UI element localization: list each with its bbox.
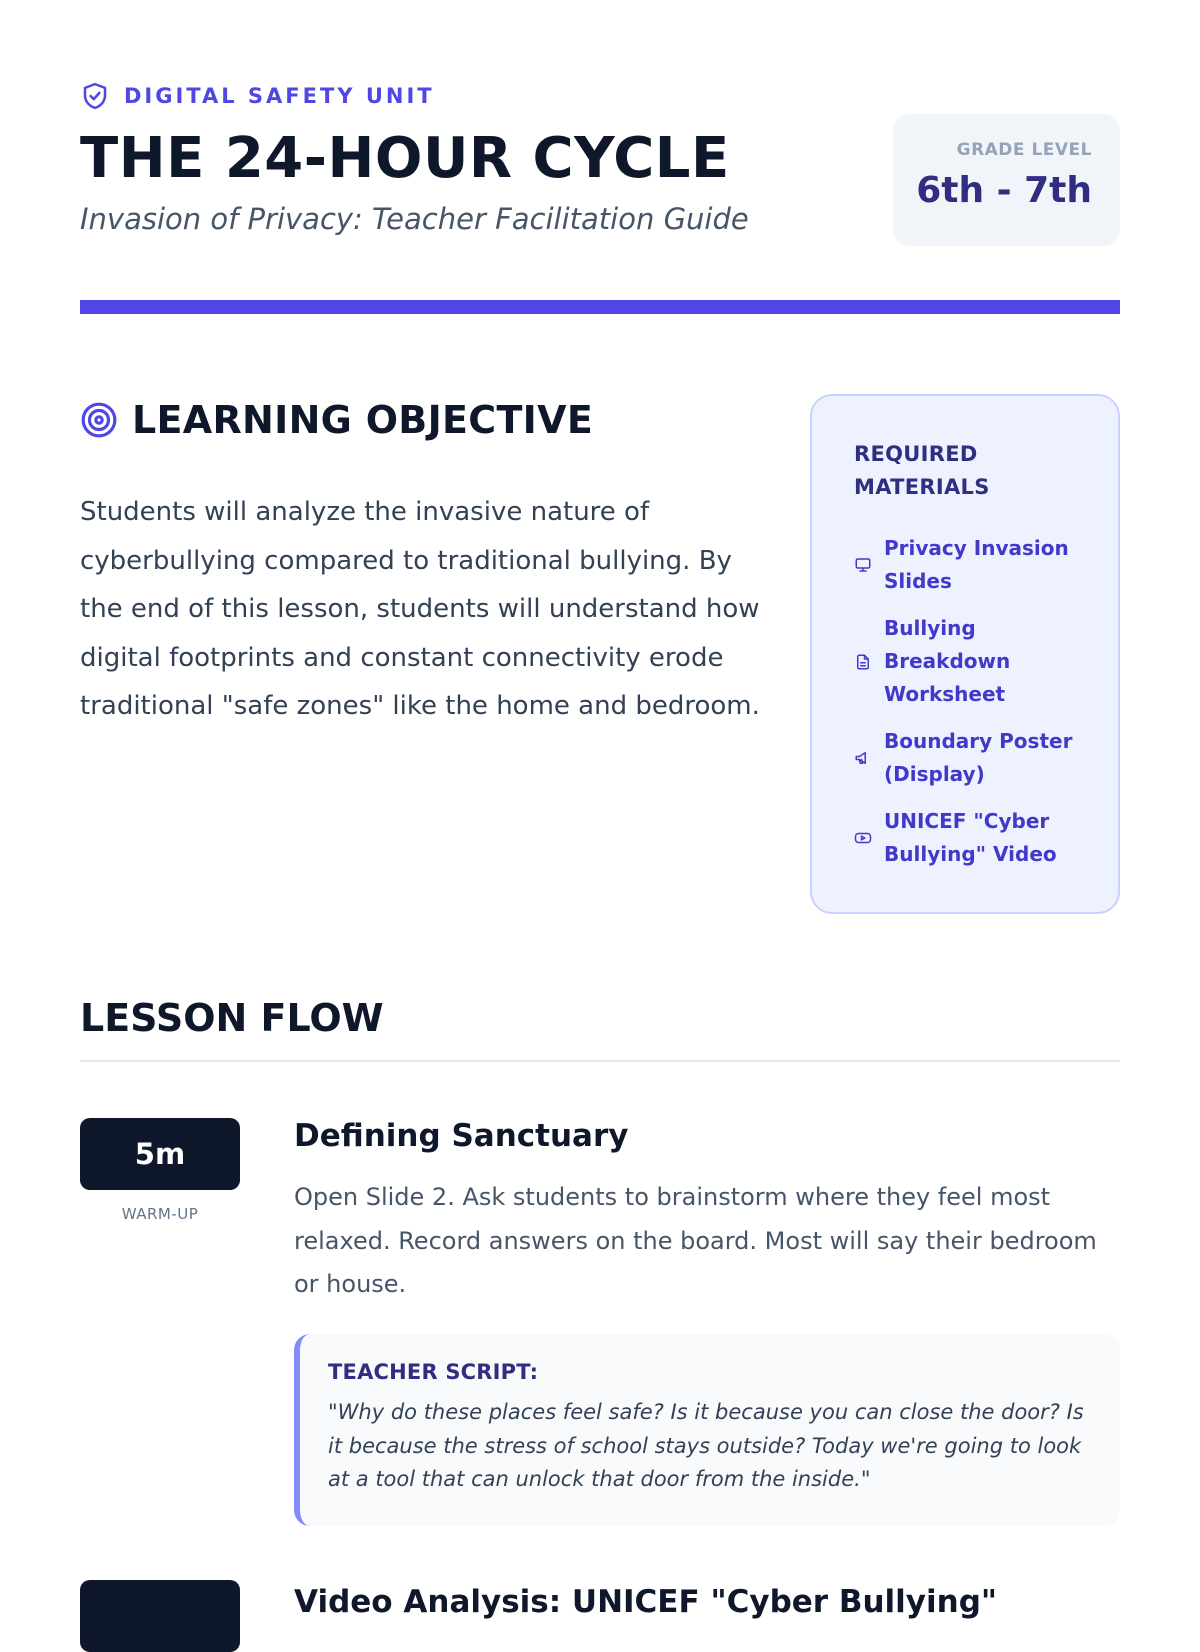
materials-title: REQUIRED MATERIALS — [854, 442, 990, 499]
teacher-script-box — [294, 1334, 1120, 1526]
material-item — [854, 805, 1088, 871]
lesson-flow-title: LESSON FLOW — [80, 996, 384, 1040]
material-label: UNICEF "Cyber Bullying" Video — [884, 809, 1057, 866]
video-icon — [854, 829, 872, 847]
step-title: Defining Sanctuary — [294, 1118, 629, 1154]
unit-header — [80, 80, 435, 112]
materials-card — [810, 394, 1120, 914]
megaphone-icon — [854, 749, 872, 767]
page-subtitle: Invasion of Privacy: Teacher Facilitation Guide — [80, 202, 749, 236]
grade-level-card — [893, 114, 1120, 246]
material-label: Bullying Breakdown Worksheet — [884, 616, 1011, 706]
materials-list — [854, 532, 1088, 871]
phase-label: WARM-UP — [121, 1205, 199, 1223]
material-item — [854, 612, 1088, 711]
objective-text: Students will analyze the invasive nature of cyberbullying compared to traditional bullying. By the end of this lesson, students will understand how digital footprints and constant connectivity erode traditional "safe zones" like the home and bedroom. — [80, 497, 760, 721]
material-label: Privacy Invasion Slides — [884, 536, 1069, 593]
step-title: Video Analysis: UNICEF "Cyber Bullying" — [294, 1584, 998, 1620]
shield-check-icon — [80, 80, 110, 112]
grade-level-value: 6th - 7th — [916, 170, 1092, 211]
material-item — [854, 532, 1088, 598]
lesson-guide-page — [80, 0, 1120, 1620]
material-item — [854, 725, 1088, 791]
header-divider — [80, 300, 1120, 314]
step-description: Open Slide 2. Ask students to brainstorm where they feel most relaxed. Record answers on the board. Most will say their bedroom or house. — [294, 1183, 1097, 1298]
time-badge: 5m — [80, 1118, 240, 1190]
material-label: Boundary Poster (Display) — [884, 729, 1073, 786]
objective-heading — [80, 398, 593, 442]
document-icon — [854, 653, 872, 671]
monitor-icon — [854, 556, 872, 574]
teacher-script-label: TEACHER SCRIPT: — [328, 1360, 539, 1384]
unit-label: DIGITAL SAFETY UNIT — [124, 84, 435, 108]
time-badge — [80, 1580, 240, 1652]
page-title: THE 24-HOUR CYCLE — [80, 126, 730, 191]
target-icon — [80, 401, 118, 439]
lesson-flow-divider — [80, 1060, 1120, 1062]
objective-title: LEARNING OBJECTIVE — [132, 398, 594, 442]
teacher-script-text: "Why do these places feel safe? Is it because you can close the door? Is it because the stress of school stays outside? Today we're going to look at a tool that can unlock that door from the inside." — [328, 1400, 1084, 1491]
grade-level-label: GRADE LEVEL — [956, 140, 1092, 160]
